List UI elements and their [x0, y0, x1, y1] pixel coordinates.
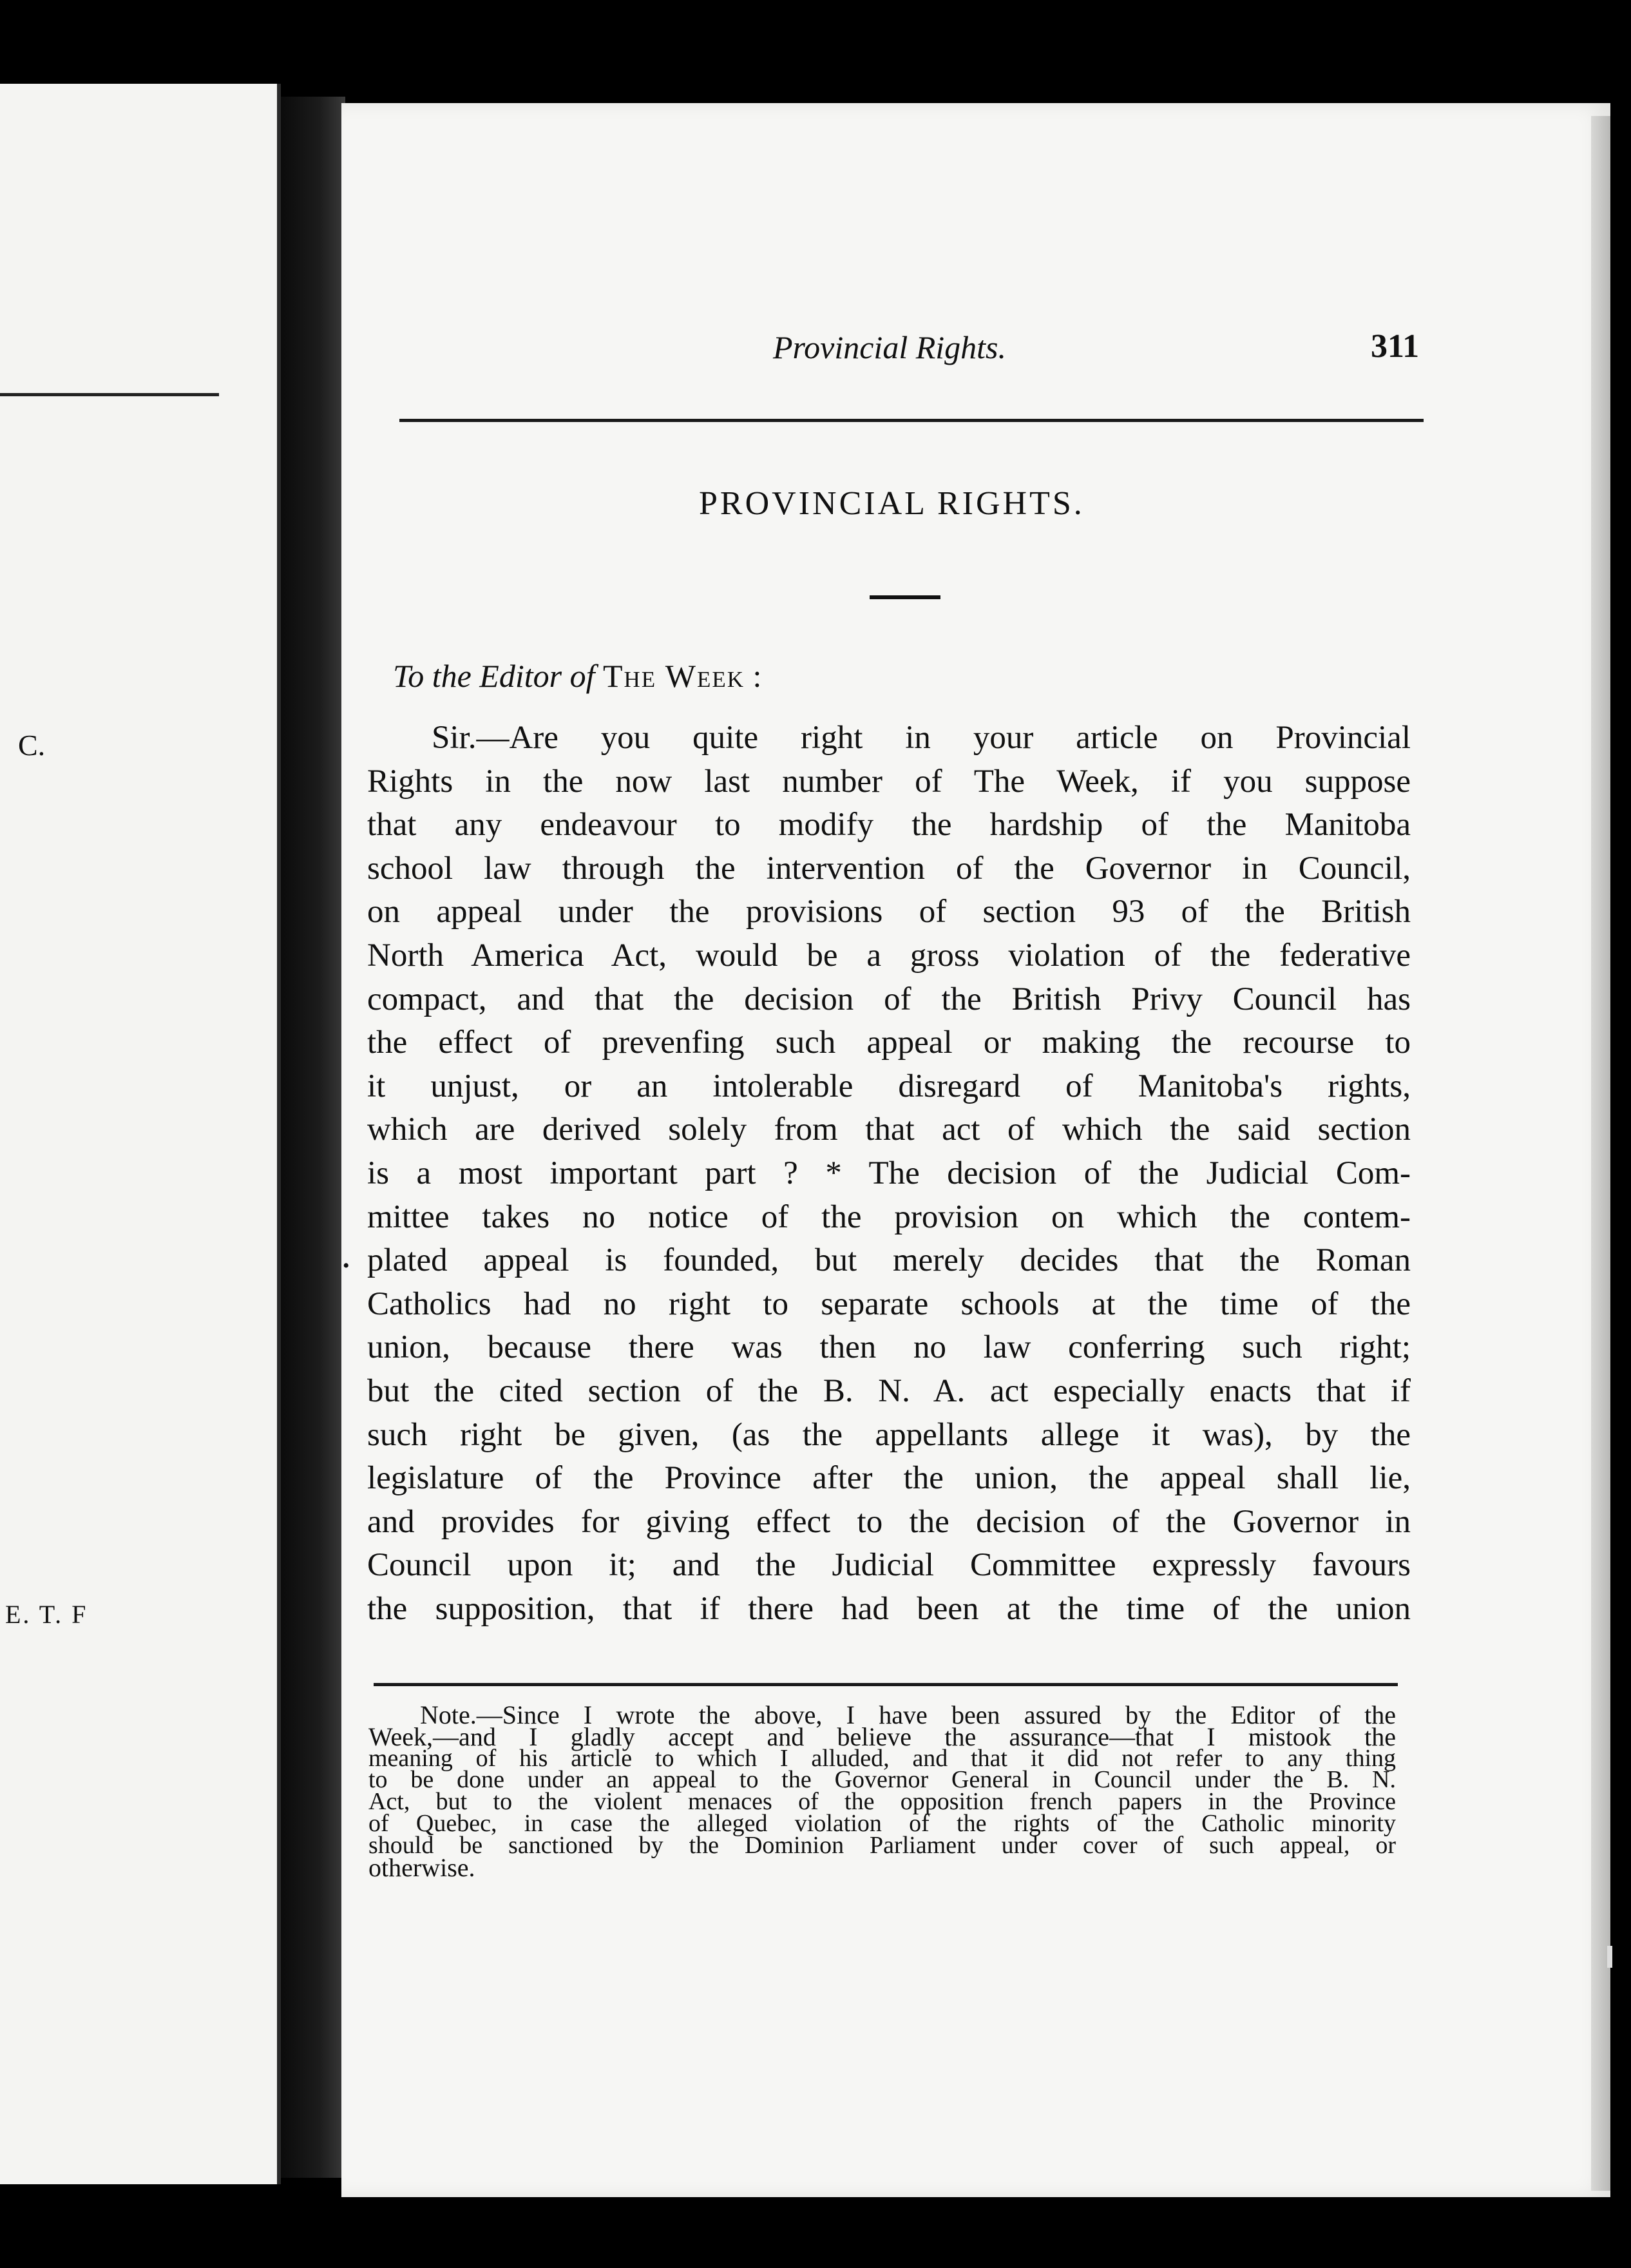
article-title: PROVINCIAL RIGHTS. — [699, 485, 1085, 522]
letter-body — [367, 716, 1411, 1631]
body-line: compact, and that the decision of the British Privy Council has — [367, 981, 1411, 1017]
salutation — [393, 657, 761, 695]
body-line: Sir.—Are you quite right in your article on Provincial — [432, 720, 1411, 756]
previous-page-fragment-c: C. — [18, 729, 46, 762]
body-line: school law through the intervention of the Governor in Council, — [367, 850, 1411, 887]
previous-page — [0, 84, 281, 2184]
footnote-line: to be done under an appeal to the Governor General in Council under the B. N. — [368, 1766, 1396, 1794]
body-line: it unjust, or an intolerable disregard of Manitoba's rights, — [367, 1068, 1411, 1104]
salutation-periodical: The Week — [602, 658, 745, 694]
salutation-end: : — [745, 658, 762, 694]
book-gutter — [281, 97, 345, 2178]
footnote-line: Act, but to the violent menaces of the opposition french papers in the Province — [368, 1788, 1396, 1816]
salutation-prefix: To the Editor of — [393, 658, 595, 694]
footnote-rule — [374, 1683, 1398, 1686]
body-line: is a most important part ? * The decision of the Judicial Com- — [367, 1155, 1411, 1191]
scan-artifact — [1607, 1946, 1612, 1968]
running-head: Provincial Rights. — [773, 329, 1006, 365]
body-line: such right be given, (as the appellants allege it was), by the — [367, 1416, 1411, 1453]
body-line: plated appeal is founded, but merely decides that the Roman — [367, 1242, 1411, 1279]
body-line: mittee takes no notice of the provision on which the contem- — [367, 1198, 1411, 1235]
body-line: North America Act, would be a gross violation of the federative — [367, 937, 1411, 974]
footnote-line: Note.—Since I wrote the above, I have been assured by the Editor of the — [420, 1700, 1396, 1729]
footnote — [368, 1700, 1396, 1882]
body-line: but the cited section of the B. N. A. act especially enacts that if — [367, 1372, 1411, 1409]
body-line: and provides for giving effect to the decision of the Governor in — [367, 1503, 1411, 1540]
previous-page-fragment-etf: E. T. F — [5, 1600, 88, 1629]
footnote-line: meaning of his article to which I alluded, and that it did not refer to any thing — [368, 1744, 1396, 1772]
page-number: 311 — [1371, 328, 1420, 365]
footnote-line: Week,—and I gladly accept and believe the assurance—that I mistook the — [368, 1722, 1396, 1751]
body-line: Council upon it; and the Judicial Committee expressly favours — [367, 1547, 1411, 1584]
footnote-line: otherwise. — [368, 1852, 475, 1882]
footnote-line: of Quebec, in case the alleged violation of the rights of the Catholic minority — [368, 1809, 1396, 1837]
header-rule — [399, 419, 1424, 422]
body-line: which are derived solely from that act of which the said section — [367, 1111, 1411, 1148]
body-line: the effect of prevenfing such appeal or making the recourse to — [367, 1024, 1411, 1061]
margin-mark: • — [343, 1255, 350, 1276]
title-separator — [870, 595, 940, 599]
footnote-line: should be sanctioned by the Dominion Parliament under cover of such appeal, or — [368, 1831, 1396, 1859]
previous-page-rule — [0, 393, 219, 396]
body-line: on appeal under the provisions of section 93 of the British — [367, 894, 1411, 930]
page-edge — [1591, 116, 1610, 2191]
body-line: the supposition, that if there had been at the time of the union — [367, 1590, 1411, 1627]
body-line: Rights in the now last number of The Week, if you suppose — [367, 763, 1411, 800]
body-line: legislature of the Province after the union, the appeal shall lie, — [367, 1460, 1411, 1497]
body-line: union, because there was then no law conferring such right; — [367, 1329, 1411, 1366]
body-line: Catholics had no right to separate schools at the time of the — [367, 1285, 1411, 1322]
body-line: that any endeavour to modify the hardship of the Manitoba — [367, 807, 1411, 843]
